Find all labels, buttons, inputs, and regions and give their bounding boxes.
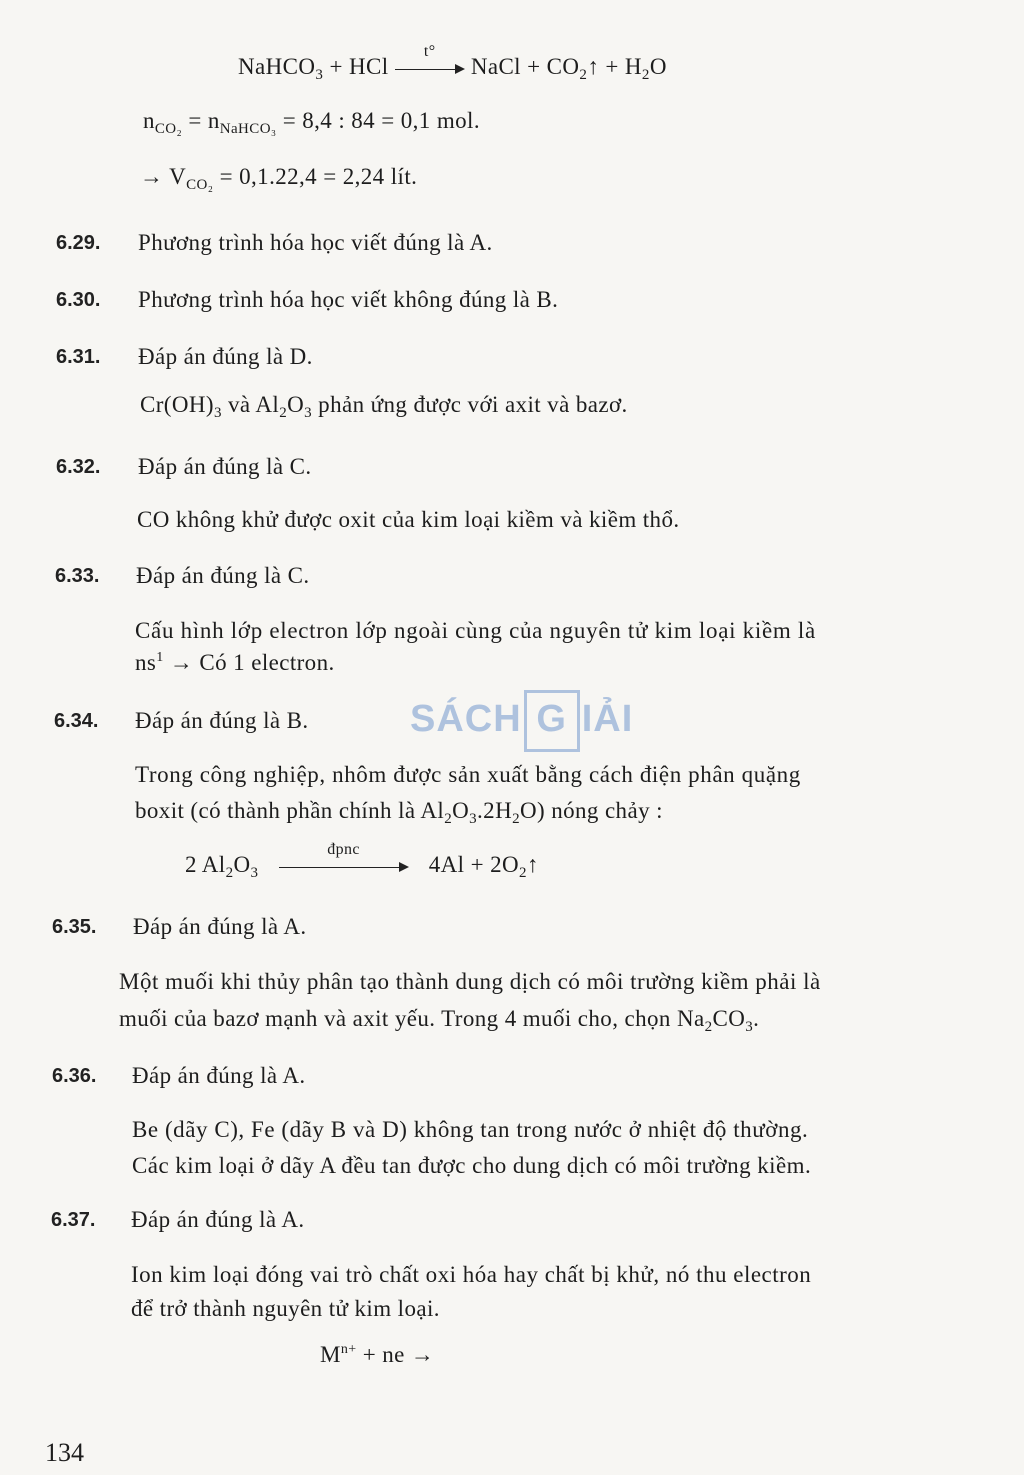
item-number: 6.29. xyxy=(56,232,101,254)
item-answer: Phương trình hóa học viết đúng là A. xyxy=(138,230,493,255)
item-explanation: Ion kim loại đóng vai trò chất oxi hóa hay chất bị khử, nó thu electron xyxy=(131,1262,812,1287)
item-answer: Đáp án đúng là B. xyxy=(135,708,309,733)
item-explanation-cont: Các kim loại ở dãy A đều tan được cho dung dịch có môi trường kiềm. xyxy=(132,1153,812,1178)
item-answer: Đáp án đúng là A. xyxy=(132,1063,306,1088)
item-number: 6.30. xyxy=(56,289,101,311)
reduction-equation: $M^{n+}$ + ne → xyxy=(320,1342,435,1367)
item-number: 6.31. xyxy=(56,346,101,368)
gas-up-arrow-icon: ↑ xyxy=(526,852,539,877)
item-explanation: Be (dãy C), Fe (dãy B và D) không tan trong nước ở nhiệt độ thường. xyxy=(132,1117,809,1142)
item-explanation: Một muối khi thủy phân tạo thành dung dịch có môi trường kiềm phải là xyxy=(119,969,821,994)
item-answer: Đáp án đúng là C. xyxy=(138,454,312,479)
page-number: 134 xyxy=(45,1438,84,1467)
calc-volume: → $V_{CO_2} = 0,1.22,4 = 2,24$ lít. xyxy=(140,164,418,193)
item-answer: Đáp án đúng là A. xyxy=(131,1207,305,1232)
reaction-nahco3-hcl: NaHCO$_3$ + HCl t° NaCl + $CO_2↑ + H_2O$ xyxy=(238,42,667,83)
item-explanation-cont: để trở thành nguyên tử kim loại. xyxy=(131,1296,440,1321)
item-explanation-cont: muối của bazơ mạnh và axit yếu. Trong 4 muối cho, chọn $Na_2CO_3$. xyxy=(119,1006,760,1035)
calc-moles: $n_{CO_2} = n_{NaHCO_3} = 8,4$ : 84 = 0,1 mol. xyxy=(143,108,480,137)
item-answer: Phương trình hóa học viết không đúng là B. xyxy=(138,287,559,312)
item-number: 6.35. xyxy=(52,916,97,938)
item-explanation: Trong công nghiệp, nhôm được sản xuất bằng cách điện phân quặng xyxy=(135,762,801,787)
item-explanation: $Cr(OH)_3$ và $Al_2O_3$ phản ứng được với axit và bazơ. xyxy=(140,392,628,421)
item-explanation: CO không khử được oxit của kim loại kiềm và kiềm thổ. xyxy=(137,507,680,532)
item-explanation-cont: $ns^1$ → Có 1 electron. xyxy=(135,650,335,675)
item-explanation-cont: boxit (có thành phần chính là $Al_2O_3.2H_2O$) nóng chảy : xyxy=(135,798,663,827)
reaction-arrow: t° xyxy=(395,59,465,79)
item-number: 6.34. xyxy=(54,710,99,732)
item-answer: Đáp án đúng là D. xyxy=(138,344,313,369)
reaction-arrow: đpnc xyxy=(279,857,409,877)
item-number: 6.37. xyxy=(51,1209,96,1231)
gas-up-arrow-icon: ↑ xyxy=(587,54,600,79)
watermark-logo: SÁCH G IẢI xyxy=(410,690,633,752)
item-number: 6.32. xyxy=(56,456,101,478)
item-number: 6.33. xyxy=(55,565,100,587)
electrolysis-equation: 2 $Al_2O_3$ đpnc $4Al + 2O_2↑$ xyxy=(185,840,539,881)
item-number: 6.36. xyxy=(52,1065,97,1087)
item-answer: Đáp án đúng là C. xyxy=(136,563,310,588)
item-answer: Đáp án đúng là A. xyxy=(133,914,307,939)
item-explanation: Cấu hình lớp electron lớp ngoài cùng của nguyên tử kim loại kiềm là xyxy=(135,618,816,643)
